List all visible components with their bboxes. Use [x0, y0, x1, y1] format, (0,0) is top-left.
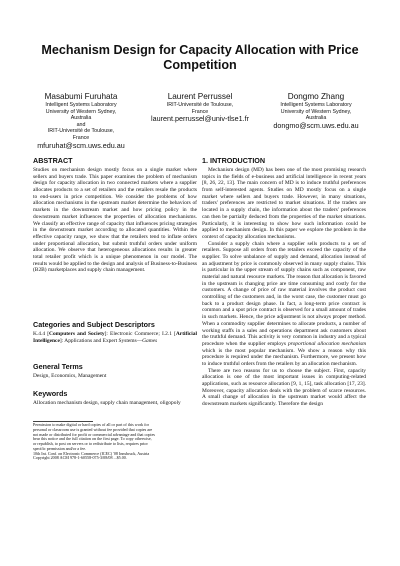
affiliation-line: University of Western Sydney, — [45, 108, 117, 115]
author-block-2 — [143, 92, 257, 124]
categories-bold: Computers and Society — [49, 331, 105, 337]
paper-title: Mechanism Design for Capacity Allocation with Price Competition — [41, 43, 359, 72]
categories-bold: Artificial Intelligence — [33, 331, 197, 344]
author-block-1 — [24, 92, 138, 150]
author-email[interactable]: dongmo@scm.uws.edu.au — [273, 120, 359, 130]
abstract-heading: ABSTRACT — [33, 156, 73, 165]
categories-body — [33, 331, 197, 344]
author-name: Masabumi Furuhata — [44, 92, 118, 101]
affiliation-line: IRIT-Université de Toulouse, — [47, 128, 115, 135]
author-name: Dongmo Zhang — [287, 92, 345, 101]
categories-text: K.4.4 [ — [33, 331, 50, 337]
categories-text: ]: Electronic Commerce; I.2.1 [ — [104, 331, 176, 337]
affiliation-line: Intelligent Systems Laboratory — [280, 102, 352, 108]
categories-heading: Categories and Subject Descriptors — [33, 320, 155, 329]
introduction-body — [202, 167, 366, 408]
affiliation-line: IRIT-Université de Toulouse, — [166, 102, 234, 108]
author-email[interactable]: mfuruhat@scm.uws.edu.au — [37, 140, 125, 150]
categories-text: ]: Applications and Expert Systems— — [59, 337, 143, 344]
conference-text: 10th Int. Conf. on Electronic Commerce (ICEC) '08 Innsbruck, Austria — [33, 450, 150, 456]
affiliation-line: University of Western Sydney, — [280, 108, 352, 115]
intro-text: which is the most popular mechanism. We show a reason why this procedure is required under the mechanism. Furthermore, we present how to induce truthful orders from the retailers by an allocation mechanism. — [202, 347, 366, 367]
copyright-text: Copyright 2008 ACM 978-1-60558-075-3/08/08 ...$5.00. — [33, 455, 127, 461]
intro-text: Consider a supply chain where a supplier sells products to a set of retailers. Suppose all orders from the retailers exceed the capacity of the supplier. To solve unbalance of supply and demand, allocation instead of an adjustment by price is commonly observed in many supply chains. This is particular in the upper stream of supply chains such as component, raw material and natural resource markets. The reason that allocation is favored in the upstream is changing price are time consuming and costly for the customers. A change of price of raw material involves the product cost controlling of the customers and, in the worst case, the customer must go back to a product design phase. In fact, a long-term price contract is common and a spot price contract is observed for a small amount of trades in such markets. Hence, the price adjustment is not always proper method. When a commodity supplier determines to allocate products, a number of working staffs in a sales and operations department ask customers about the truthful demand. This activity is very common in industry and a typical procedure when the supplier employs — [202, 240, 366, 347]
intro-paragraph — [202, 241, 366, 368]
author-block-3 — [254, 92, 378, 130]
keywords-body — [33, 400, 197, 407]
affiliation-line: Intelligent Systems Laboratory — [45, 102, 117, 108]
terms-heading: General Terms — [33, 362, 83, 371]
keywords-text: Allocation mechanism design, supply chain management, oligopoly — [33, 400, 181, 406]
terms-body — [33, 373, 197, 380]
keywords-heading: Keywords — [33, 389, 68, 398]
affiliation-line: Australia — [305, 115, 327, 122]
intro-paragraph: There are two reasons for us to choose the subject. First, capacity allocation is one of the most important issues in computing-related applications, such as resource allocation [9, 1, 15], task allocation [17, 23]. Moreover, capacity allocation deals with the problem of scarce resources. A small change of allocation in the upstream market would affect the downstream markets significantly. Therefore the design — [202, 367, 366, 408]
affiliation-line: France — [191, 108, 209, 115]
permission-text: Permission to make digital or hard copies of all or part of this work for personal or classroom use is granted without fee provided that copies are not made or distributed for profit or commercial advantage and that copies bear this notice and the full citation on the first page. To copy otherwise, or republish, to post on servers or to redistribute to lists, requires prior specific permission and/or a fee. — [33, 422, 155, 451]
abstract-body — [33, 167, 197, 274]
intro-paragraph: Mechanism design (MD) has been one of the most promising research topics in the fields of e-business and artificial intelligence in recent years [8, 26, 22, 13]. The main concern of MD is to induce truthful preferences from self-interested agents. Studies on MD mostly focus on a single market where sellers and buyers trade. However, in many situations, traders' preferences are restricted to market situations. If the traders are located in a supply chain, the information about the traders' preferences can then be partially deduced from the properties of the market situations. Particularly, it is interesting to show how such information could be applied to mechanism design. In this paper we explore the problem in the context of capacity allocation mechanisms. — [202, 167, 366, 240]
author-name: Laurent Perrussel — [167, 92, 233, 101]
affiliation-line: and — [76, 121, 86, 128]
affiliation-line: Australia — [70, 115, 92, 122]
abstract-text: Studies on mechanism design mostly focus on a single market where sellers and buyers trade. This paper examines the problem of mechanism design for capacity allocation in two connected markets where a supplier allocates products to a set of retailers and the retailers resale the products to end-users in price competition. We consider the problems of how allocation mechanisms in the upstream market determine the behaviors of markets in the downstream market and how pricing policy in the downstream market influences the properties of allocation mechanisms. We classify an effective range of capacity that influences pricing strategies in the downstream market according to allocated quantities. Within the effective capacity range, we show that the retailers tend to inflate orders under proportional allocation, but submit truthful orders under uniform allocation. We observe that heterogeneous allocations results in greater total retailer profit which is a unique phenomenon in our model. The results would be applied to the design and analysis of Business-to-Business (B2B) marketplaces and supply chain management. — [33, 167, 198, 274]
permission-notice — [33, 423, 156, 461]
affiliation-line: France — [72, 134, 90, 141]
terms-text: Design, Economics, Management — [33, 373, 107, 379]
author-email[interactable]: laurent.perrussel@univ-tlse1.fr — [151, 114, 249, 124]
categories-italic: Games — [142, 337, 158, 344]
intro-italic: proportional allocation mechanism — [287, 340, 366, 347]
introduction-heading: 1. INTRODUCTION — [202, 156, 266, 165]
